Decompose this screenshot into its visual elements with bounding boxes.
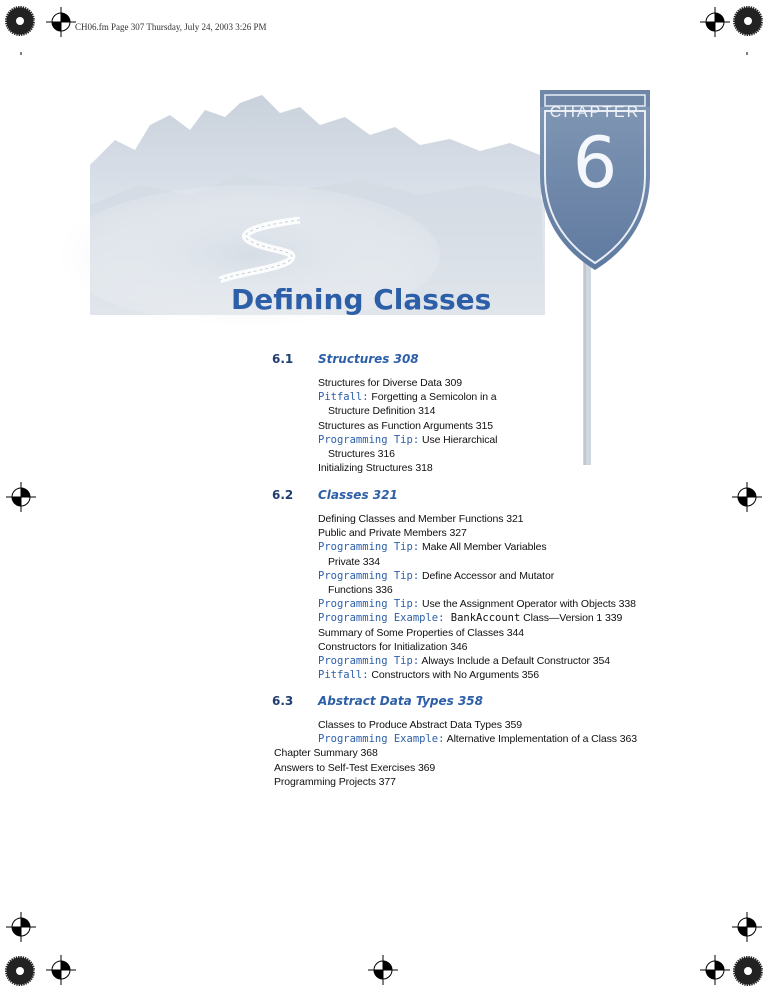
registration-mark-bottom-right [700, 955, 730, 985]
chapter-label: CHAPTER [549, 104, 641, 121]
entry-code: BankAccount [444, 612, 521, 625]
section-number: 6.2 [272, 488, 294, 502]
toc-entry [318, 718, 718, 732]
section-number: 6.3 [272, 694, 294, 708]
entry-tag: Programming Example: [318, 733, 445, 746]
toc-entry [318, 611, 718, 625]
entry-tag: Programming Tip: [318, 569, 420, 582]
entry-text: Alternative Implementation of a Class 363 [444, 733, 637, 746]
section-entries [318, 512, 718, 682]
entry-text: Defining Classes and Member Functions 321 [318, 513, 524, 525]
entry-text: Forgetting a Semicolon in a [368, 391, 497, 404]
section-number: 6.1 [272, 352, 294, 366]
registration-mark-top-right [700, 7, 730, 37]
toc-entry [318, 569, 718, 583]
entry-text: Structures 316 [328, 448, 395, 461]
color-bar-starburst-top-right [732, 5, 764, 37]
entry-text: Functions 336 [328, 584, 393, 597]
entry-text: Initializing Structures 318 [318, 462, 433, 475]
entry-text: Summary of Some Properties of Classes 344 [318, 626, 524, 639]
chapter-title: Defining Classes [231, 283, 492, 316]
entry-tag: Programming Example: [318, 612, 445, 625]
color-bar-starburst-bottom-right [732, 955, 764, 987]
toc-entry [318, 668, 718, 682]
entry-tag: Pitfall: [318, 391, 369, 404]
entry-text: Define Accessor and Mutator [419, 569, 555, 582]
entry-text: Always Include a Default Constructor 354 [419, 655, 610, 668]
chapter-number: 6 [572, 122, 618, 204]
toc-entry [318, 626, 718, 640]
toc-entry [318, 433, 718, 447]
entry-text: Structure Definition 314 [328, 405, 436, 418]
toc-entry [318, 526, 718, 540]
toc-entry [318, 376, 718, 390]
toc-entry-continuation [318, 583, 718, 597]
registration-mark-right-middle [732, 482, 762, 512]
color-bar-starburst-bottom-left [4, 955, 36, 987]
toc-entry [318, 419, 718, 433]
entry-text: Use Hierarchical [419, 433, 498, 446]
entry-tag: Programming Tip: [318, 541, 420, 554]
toc-entry [318, 597, 718, 611]
backmatter-entry: Programming Projects 377 [274, 776, 396, 788]
entry-text: Constructors with No Arguments 356 [368, 669, 539, 682]
section-entries [318, 718, 718, 746]
entry-tag: Programming Tip: [318, 433, 420, 446]
toc-entry-continuation [318, 555, 718, 569]
entry-tag: Programming Tip: [318, 655, 420, 668]
section-entries [318, 376, 718, 475]
toc-entry [318, 512, 718, 526]
registration-mark-bottom-center [368, 955, 398, 985]
toc-entry [318, 540, 718, 554]
section-title: Classes 321 [318, 488, 398, 502]
toc-entry [318, 732, 718, 746]
entry-text: Public and Private Members 327 [318, 527, 467, 540]
entry-text: Structures as Function Arguments 315 [318, 419, 493, 432]
backmatter-entry: Answers to Self-Test Exercises 369 [274, 761, 436, 774]
registration-mark-right-lower [732, 912, 762, 942]
toc-entry-continuation [318, 447, 718, 461]
section-title: Abstract Data Types 358 [318, 694, 483, 708]
toc-entry [318, 461, 718, 475]
registration-mark-top-left [46, 7, 76, 37]
toc-entry-continuation [318, 404, 718, 418]
entry-text: Structures for Diverse Data 309 [318, 377, 462, 389]
toc-entry [318, 390, 718, 404]
registration-mark-left-lower [6, 912, 36, 942]
entry-text: Class—Version 1 339 [520, 612, 623, 625]
entry-text: Classes to Produce Abstract Data Types 359 [318, 719, 522, 731]
entry-text: Constructors for Initialization 346 [318, 640, 468, 653]
toc-backmatter [274, 746, 435, 790]
registration-mark-left-middle [6, 482, 36, 512]
section-title: Structures 308 [318, 352, 419, 366]
entry-tag: Pitfall: [318, 669, 369, 682]
backmatter-entry: Chapter Summary 368 [274, 747, 378, 759]
registration-mark-bottom-left [46, 955, 76, 985]
color-bar-starburst-top-left [4, 5, 36, 37]
toc-entry [318, 654, 718, 668]
page-header: CH06.fm Page 307 Thursday, July 24, 2003 3:26 PM [75, 22, 267, 32]
entry-text: Private 334 [328, 555, 381, 568]
toc-entry [318, 640, 718, 654]
entry-tag: Programming Tip: [318, 598, 420, 611]
entry-text: Make All Member Variables [419, 541, 547, 554]
entry-text: Use the Assignment Operator with Objects 338 [419, 598, 636, 611]
